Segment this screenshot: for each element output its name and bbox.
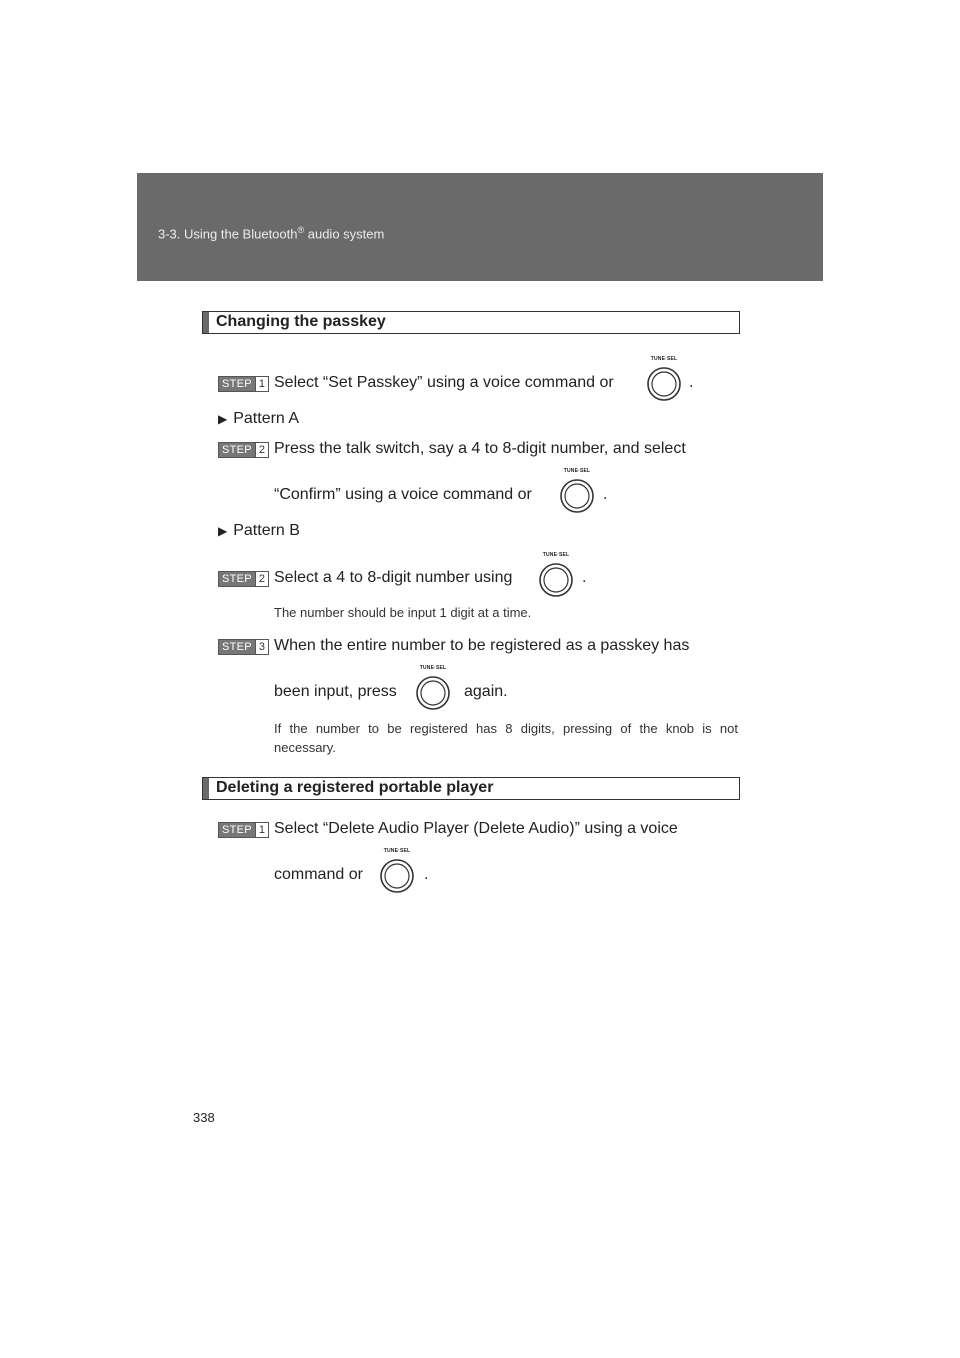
step-badge: STEP 1 — [218, 822, 269, 838]
step-note: The number should be input 1 digit at a time. — [274, 605, 532, 620]
step-text: Select “Delete Audio Player (Delete Audio)” using a voice — [274, 820, 678, 837]
step-badge: STEP 1 — [218, 376, 269, 392]
step-note: If the number to be registered has 8 digits, pressing of the knob is not necessary. — [274, 721, 738, 755]
pattern-a-label: ▶ Pattern A — [218, 410, 300, 427]
step-text-cont: been input, press — [274, 683, 397, 700]
chapter-title: 3-3. Using the Bluetooth® audio system — [158, 225, 385, 242]
tune-sel-knob-icon: TUNE·SEL — [413, 665, 453, 713]
page-number: 338 — [193, 1110, 215, 1125]
step-badge: STEP 3 — [218, 639, 269, 655]
step-badge: STEP 2 — [218, 442, 269, 458]
step-text-cont: “Confirm” using a voice command or — [274, 486, 532, 503]
pattern-b-label: ▶ Pattern B — [218, 522, 300, 539]
step-text: Select a 4 to 8-digit number using — [274, 569, 513, 586]
tune-sel-knob-icon: TUNE·SEL — [377, 848, 417, 896]
step-text: Press the talk switch, say a 4 to 8-digit number, and select — [274, 440, 686, 457]
tune-sel-knob-icon: TUNE·SEL — [644, 356, 684, 404]
step-text: When the entire number to be registered as a passkey has — [274, 637, 690, 654]
section-heading-passkey: Changing the passkey — [202, 311, 740, 334]
tune-sel-knob-icon: TUNE·SEL — [536, 552, 576, 600]
tune-sel-knob-icon: TUNE·SEL — [557, 468, 597, 516]
chapter-header — [137, 173, 823, 281]
section-heading-delete: Deleting a registered portable player — [202, 777, 740, 800]
step-text-cont: command or — [274, 866, 363, 883]
step-badge: STEP 2 — [218, 571, 269, 587]
step-text: Select “Set Passkey” using a voice command or — [274, 374, 614, 391]
